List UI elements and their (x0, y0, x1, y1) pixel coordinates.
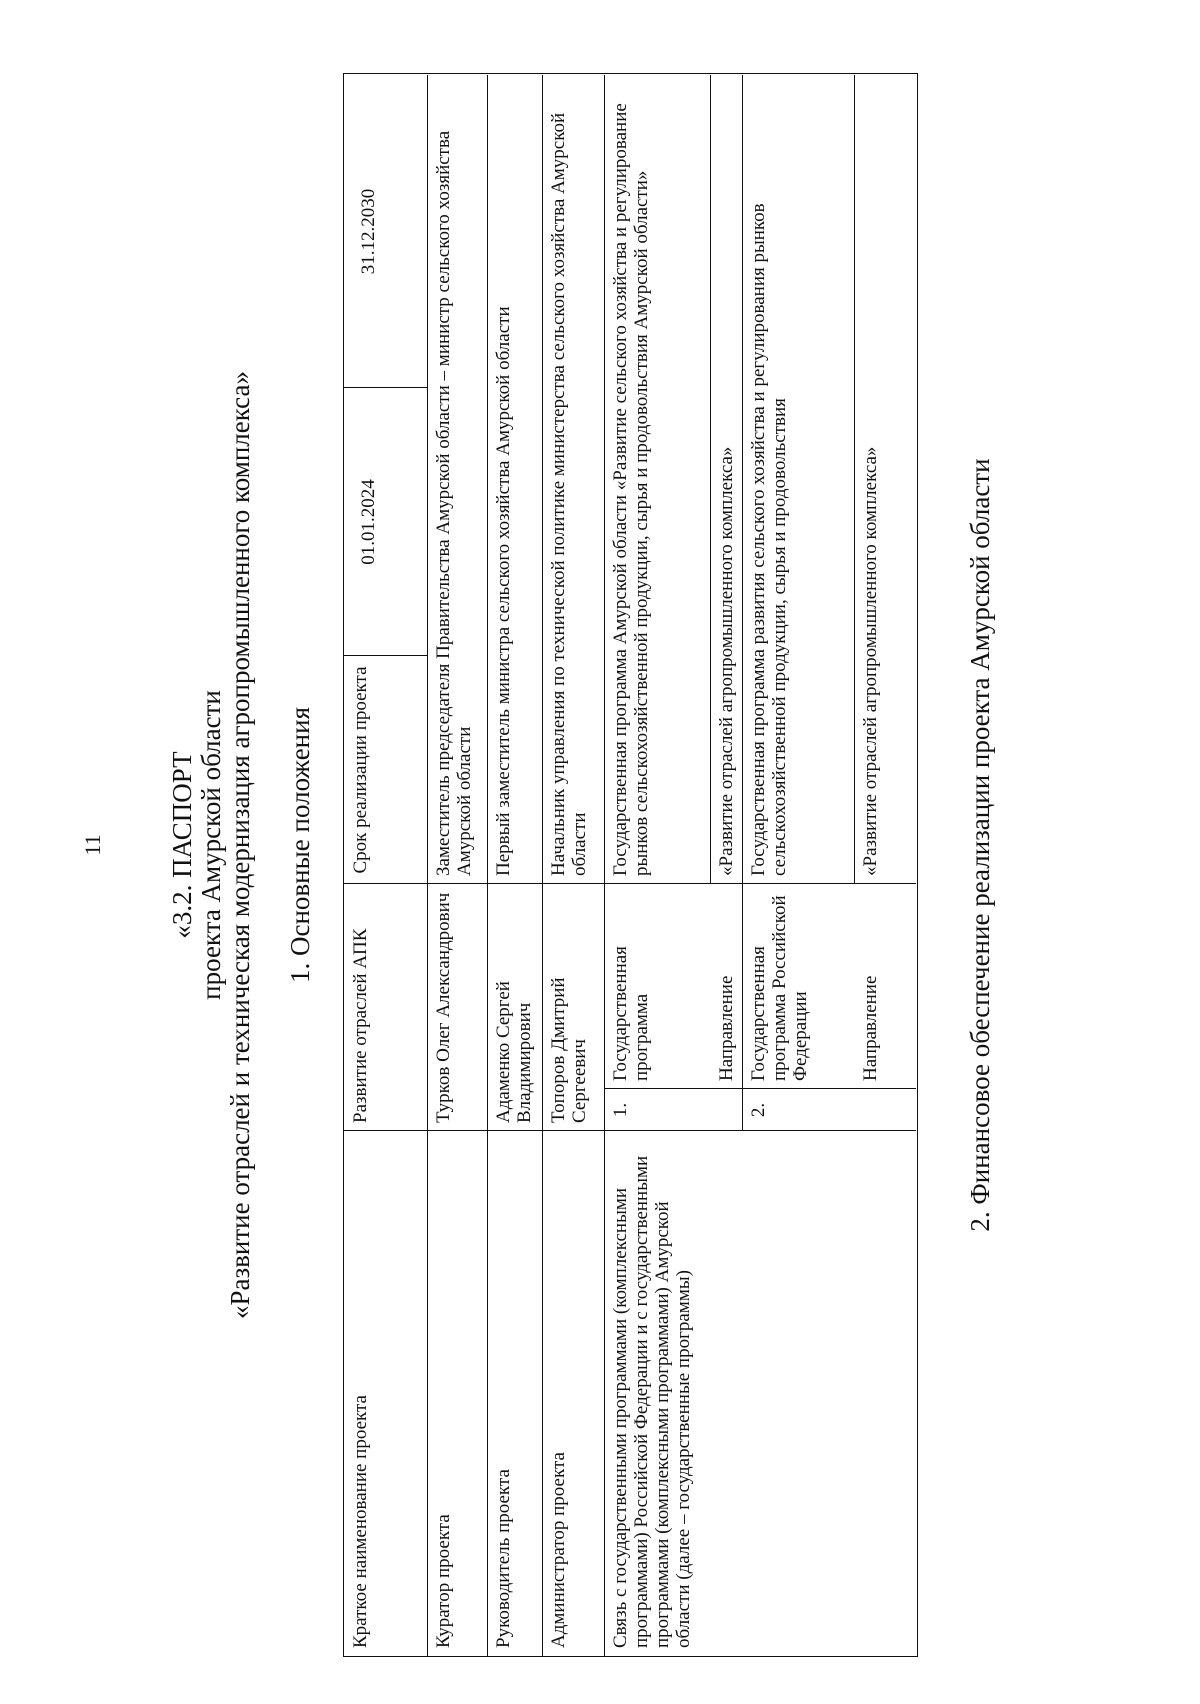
main-provisions-table (343, 73, 918, 1657)
title-line-1: «3.2. ПАСПОРТ (167, 751, 197, 939)
head-position: Первый заместитель министра сельского хозяйства Амурской области (493, 306, 514, 876)
link-row-1-program-value: Государственная программа Амурской области «Развитие сельского хозяйства и регулирование рынков сельскохозяйственной продукции, сырья и продовольствия Амурской области» (610, 103, 652, 876)
period-end-date: 31.12.2030 (358, 188, 379, 275)
link-row-2-program-value: Государственная программа развития сельского хозяйства и регулирования рынков сельскохозяйственной продукции, сырья и продовольствия (748, 203, 790, 876)
head-label: Руководитель проекта (493, 1469, 514, 1648)
program-links-label: Связь с государственными программами (комплексными программами) Российской Федерации и с государственными программами (комплексными программами) Амурской области (далее – государственные программы) (610, 1155, 694, 1648)
link-row-2-program-label: Государственная программа Российской Федерации (748, 895, 811, 1081)
passport-title (168, 15, 255, 1675)
curator-position: Заместитель председателя Правительства Амурской области – министр сельского хозяйства Амурской области (433, 130, 475, 876)
link-row-2-direction-value: «Развитие отраслей агропромышленного комплекса» (860, 446, 881, 876)
title-line-2: проекта Амурской области (196, 690, 226, 1000)
period-label: Срок реализации проекта (350, 666, 371, 874)
section-1-title: 1. Основные положения (285, 707, 315, 983)
period-start-date: 01.01.2024 (358, 479, 379, 565)
link-row-2-number: 2. (748, 1102, 769, 1118)
link-row-2-direction-label: Направление (860, 975, 881, 1081)
administrator-label: Администратор проекта (548, 1452, 569, 1648)
short-name-label: Краткое наименование проекта (350, 1395, 371, 1648)
administrator-position: Начальник управления по технической политике министерства сельского хозяйства Амурской области (548, 112, 590, 876)
section-2-title: 2. Финансовое обеспечение реализации проекта Амурской области (965, 458, 995, 1232)
curator-label: Куратор проекта (433, 1514, 454, 1648)
page-number: 11 (80, 834, 105, 856)
curator-name: Турков Олег Александрович (433, 892, 454, 1123)
link-row-1-program-label: Государственная программа (610, 946, 652, 1081)
short-name-value: Развитие отраслей АПК (350, 928, 371, 1123)
administrator-name: Топоров Дмитрий Сергеевич (548, 977, 590, 1123)
link-row-1-direction-label: Направление (716, 975, 737, 1081)
title-line-3: «Развитие отраслей и техническая модернизация агропромышленного комплекса» (225, 371, 255, 1319)
head-name: Адаменко Сергей Владимирович (493, 981, 535, 1123)
link-row-1-direction-value: «Развитие отраслей агропромышленного комплекса» (716, 446, 737, 876)
rotated-sheet (60, 15, 1100, 1675)
link-row-1-number: 1. (610, 1102, 631, 1118)
